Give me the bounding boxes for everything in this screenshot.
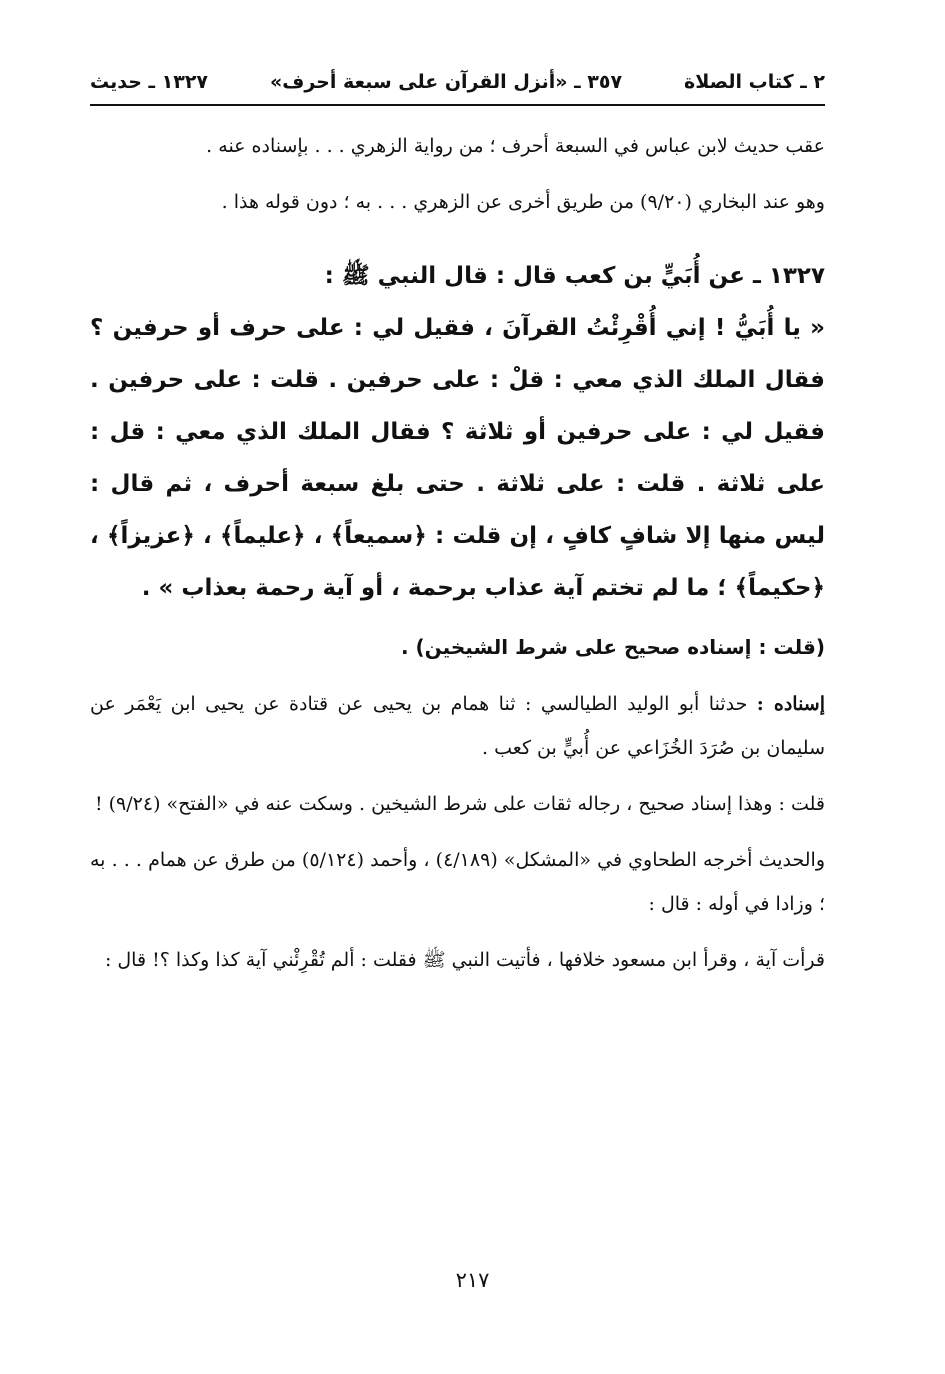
page-number: ٢١٧	[455, 1268, 490, 1292]
header-hadith-ref: ١٣٢٧ ـ حديث	[90, 71, 209, 93]
header-book: ٢ ـ كتاب الصلاة	[684, 71, 825, 93]
running-header	[90, 64, 825, 100]
grading-verdict: (قلت : إسناده صحيح على شرط الشيخين) .	[400, 635, 825, 659]
page-body	[90, 124, 825, 982]
hadith-text: « يا أُبَيُّ ! إني أُقْرِئْتُ القرآنَ ، فقيل لي : على حرف أو حرفين ؟ فقال الملك الذي معي : قلْ : على حرفين . قلت : على حرفين . فقيل لي : على حرفين أو ثلاثة ؟ فقال الملك الذي معي : قل : على ثلاثة . قلت : على ثلاثة . حتى بلغ سبعة أحرف ، ثم قال : ليس منها إلا شافٍ كافٍ ، إن قلت : ﴿سميعاً﴾ ، ﴿عليماً﴾ ، ﴿عزيزاً﴾ ، ﴿حكيماً﴾ ؛ ما لم تختم آية عذاب برحمة ، أو آية رحمة بعذاب » .	[90, 315, 825, 601]
paragraph-intro: عقب حديث لابن عباس في السبعة أحرف ؛ من رواية الزهري . . . بإسناده عنه .	[206, 135, 825, 157]
header-chapter: ٣٥٧ ـ «أنزل القرآن على سبعة أحرف»	[269, 71, 623, 93]
paragraph-isnad	[90, 682, 825, 770]
isnad-text: حدثنا أبو الوليد الطيالسي : ثنا همام بن يحيى عن قتادة عن يحيى ابن يَعْمَر عن سليمان بن صُرَدَ الخُزَاعي عن أُبيٍّ بن كعب .	[90, 693, 825, 759]
hadith-heading: ١٣٢٧ ـ عن أُبَيٍّ بن كعب قال : قال النبي ﷺ :	[324, 263, 825, 289]
paragraph-commentary: قلت : وهذا إسناد صحيح ، رجاله ثقات على شرط الشيخين . وسكت عنه في «الفتح» (٩/٢٤) !	[94, 793, 825, 815]
isnad-label: إسناده :	[756, 693, 825, 715]
header-divider	[90, 104, 825, 106]
paragraph-bukhari: وهو عند البخاري (٩/٢٠) من طريق أخرى عن الزهري . . . به ؛ دون قوله هذا .	[221, 191, 825, 213]
paragraph-addition: قرأت آية ، وقرأ ابن مسعود خلافها ، فأتيت النبي ﷺ فقلت : ألم تُقْرِئْني آية كذا وكذا ؟! قال :	[104, 949, 825, 971]
paragraph-takhrij: والحديث أخرجه الطحاوي في «المشكل» (٤/١٨٩) ، وأحمد (٥/١٢٤) من طرق عن همام . . . به ؛ وزادا في أوله : قال :	[90, 849, 826, 915]
